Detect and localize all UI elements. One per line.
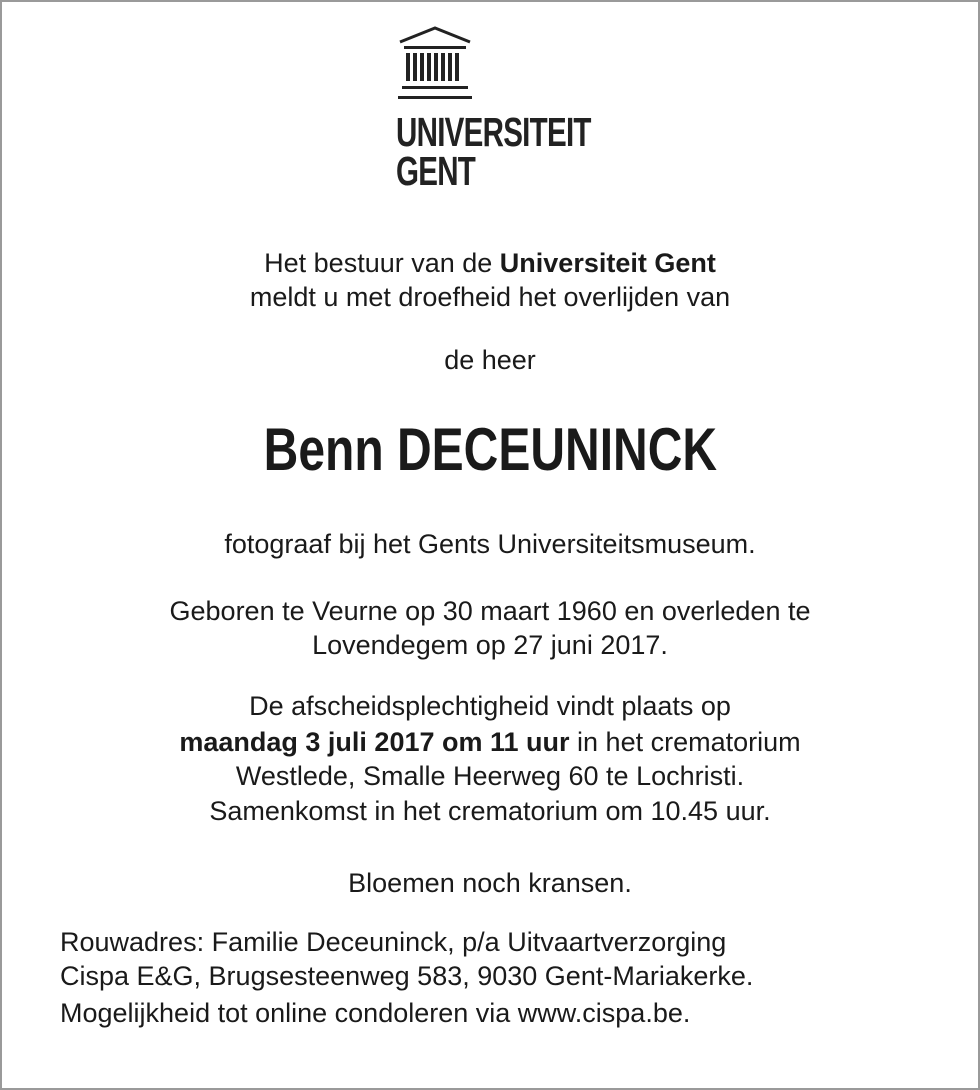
role: fotograaf bij het Gents Universiteitsmuseum. xyxy=(224,529,756,559)
logo-text-universiteit: UNIVERSITEIT xyxy=(396,109,591,155)
organization-name: Universiteit Gent xyxy=(499,248,716,278)
ceremony-line-1: De afscheidsplechtigheid vindt plaats op xyxy=(249,691,731,721)
ceremony-line-2 xyxy=(0,725,980,759)
address-line-2: Cispa E&G, Brugsesteenweg 583, 9030 Gent-Mariakerke. xyxy=(60,961,754,991)
logo-text-gent: GENT xyxy=(396,148,476,194)
ceremony-location-text: in het crematorium xyxy=(569,727,801,757)
birth-line-1: Geboren te Veurne op 30 maart 1960 en overleden te xyxy=(169,596,811,626)
deceased-name-text: Benn DECEUNINCK xyxy=(263,416,717,483)
intro-text: Het bestuur van de xyxy=(264,248,500,278)
ceremony-line-3: Westlede, Smalle Heerweg 60 te Lochristi. xyxy=(235,761,745,791)
address-line-3: Mogelijkheid tot online condoleren via www.cispa.be. xyxy=(60,998,691,1028)
ceremony-line-4: Samenkomst in het crematorium om 10.45 uur. xyxy=(209,796,771,826)
birth-line-2: Lovendegem op 27 juni 2017. xyxy=(312,630,668,660)
intro-line-1 xyxy=(0,246,980,280)
intro-line-2: meldt u met droefheid het overlijden van xyxy=(249,282,731,312)
deceased-name xyxy=(0,416,980,484)
flowers-note: Bloemen noch kransen. xyxy=(348,868,632,898)
university-building-logo-icon xyxy=(398,26,472,102)
salutation: de heer xyxy=(444,345,536,375)
address-line-1: Rouwadres: Familie Deceuninck, p/a Uitvaartverzorging xyxy=(60,927,727,957)
ceremony-date: maandag 3 juli 2017 om 11 uur xyxy=(179,727,570,757)
